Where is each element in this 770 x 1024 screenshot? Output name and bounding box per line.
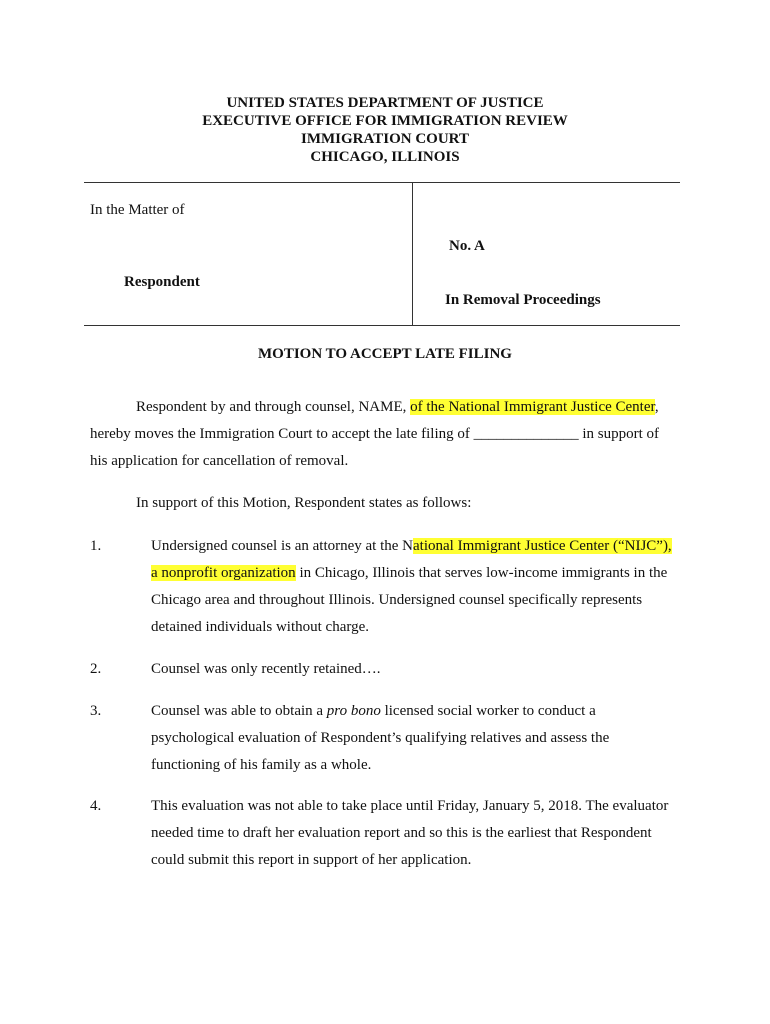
header-court: IMMIGRATION COURT <box>301 131 469 147</box>
intro-line-2: hereby moves the Immigration Court to accept the late filing of ______________ in support of <box>90 426 660 442</box>
item-1-line-4: detained individuals without charge. <box>151 619 370 635</box>
motion-title: MOTION TO ACCEPT LATE FILING <box>258 346 512 362</box>
item-2-line-1: Counsel was only recently retained…. <box>151 661 381 677</box>
proceedings-type: In Removal Proceedings <box>445 292 601 308</box>
header-office: EXECUTIVE OFFICE FOR IMMIGRATION REVIEW <box>202 113 568 129</box>
item-3-line-3: functioning of his family as a whole. <box>151 757 372 773</box>
caption-divider <box>412 182 413 326</box>
case-number: No. A <box>449 238 485 254</box>
item-1-line-3: Chicago area and throughout Illinois. Undersigned counsel specifically represents <box>151 592 643 608</box>
item-number-1: 1. <box>90 538 102 554</box>
item-4-line-2: needed time to draft her evaluation report and so this is the earliest that Respondent <box>151 825 652 841</box>
item-number-4: 4. <box>90 798 102 814</box>
support-statement: In support of this Motion, Respondent states as follows: <box>136 495 472 511</box>
highlight: of the National Immigrant Justice Center <box>410 399 655 415</box>
caption-respondent: Respondent <box>124 274 200 290</box>
highlight: a nonprofit organization <box>151 565 296 581</box>
caption-bottom-rule <box>84 325 680 326</box>
item-1-line-2: a nonprofit organization in Chicago, Illinois that serves low-income immigrants in the <box>151 565 668 581</box>
header-agency: UNITED STATES DEPARTMENT OF JUSTICE <box>226 95 544 111</box>
highlight: ational Immigrant Justice Center (“NIJC”), <box>413 538 672 554</box>
intro-line-3: his application for cancellation of removal. <box>90 453 349 469</box>
item-3-line-2: psychological evaluation of Respondent’s qualifying relatives and assess the <box>151 730 610 746</box>
header-location: CHICAGO, ILLINOIS <box>310 149 460 165</box>
item-number-3: 3. <box>90 703 102 719</box>
item-number-2: 2. <box>90 661 102 677</box>
caption-matter-of: In the Matter of <box>90 202 185 218</box>
item-3-line-1: Counsel was able to obtain a pro bono licensed social worker to conduct a <box>151 703 596 719</box>
item-4-line-1: This evaluation was not able to take place until Friday, January 5, 2018. The evaluator <box>151 798 669 814</box>
caption-top-rule <box>84 182 680 183</box>
item-1-line-1: Undersigned counsel is an attorney at the National Immigrant Justice Center (“NIJC”), <box>151 538 672 554</box>
item-4-line-3: could submit this report in support of her application. <box>151 852 472 868</box>
intro-line-1: Respondent by and through counsel, NAME, of the National Immigrant Justice Center, <box>136 399 659 415</box>
